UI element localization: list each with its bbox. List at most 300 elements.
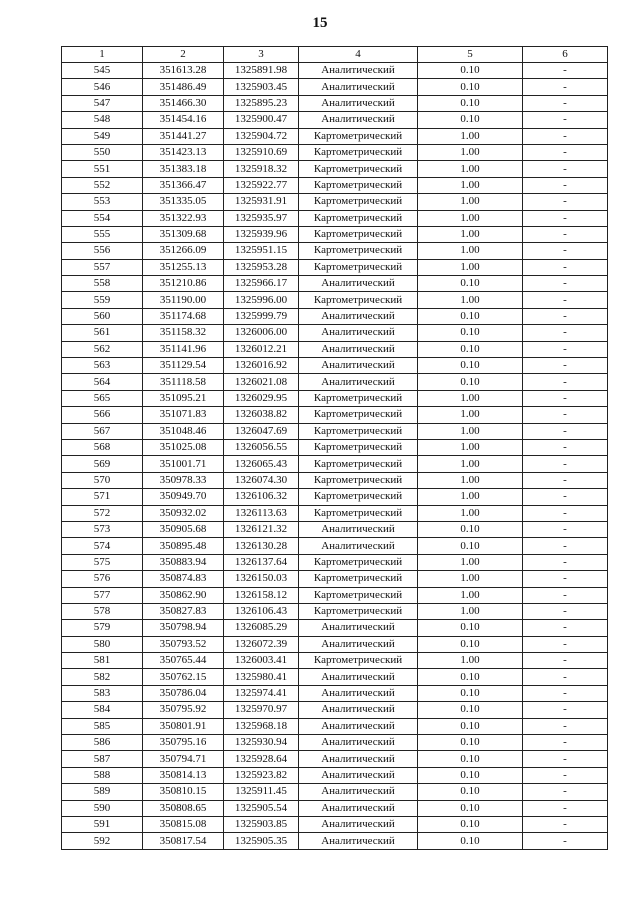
cell-x: 350932.02 bbox=[143, 505, 224, 521]
cell-point-number: 583 bbox=[62, 685, 143, 701]
cell-description: - bbox=[523, 751, 608, 767]
cell-accuracy: 0.10 bbox=[418, 767, 523, 783]
table-row bbox=[62, 767, 608, 783]
cell-method: Картометрический bbox=[299, 226, 418, 242]
cell-x: 351454.16 bbox=[143, 112, 224, 128]
cell-description: - bbox=[523, 79, 608, 95]
cell-method: Картометрический bbox=[299, 407, 418, 423]
cell-y: 1325935.97 bbox=[224, 210, 299, 226]
cell-accuracy: 1.00 bbox=[418, 177, 523, 193]
cell-y: 1325953.28 bbox=[224, 259, 299, 275]
cell-accuracy: 1.00 bbox=[418, 128, 523, 144]
cell-x: 350978.33 bbox=[143, 472, 224, 488]
cell-y: 1325930.94 bbox=[224, 735, 299, 751]
cell-point-number: 570 bbox=[62, 472, 143, 488]
cell-accuracy: 0.10 bbox=[418, 521, 523, 537]
cell-accuracy: 0.10 bbox=[418, 702, 523, 718]
table-row bbox=[62, 554, 608, 570]
cell-point-number: 590 bbox=[62, 800, 143, 816]
cell-accuracy: 1.00 bbox=[418, 390, 523, 406]
cell-x: 351141.96 bbox=[143, 341, 224, 357]
cell-y: 1325966.17 bbox=[224, 276, 299, 292]
table-row bbox=[62, 79, 608, 95]
table-header bbox=[62, 47, 608, 63]
cell-y: 1325903.85 bbox=[224, 816, 299, 832]
cell-x: 351366.47 bbox=[143, 177, 224, 193]
cell-point-number: 586 bbox=[62, 735, 143, 751]
cell-point-number: 565 bbox=[62, 390, 143, 406]
cell-description: - bbox=[523, 128, 608, 144]
cell-accuracy: 1.00 bbox=[418, 439, 523, 455]
cell-accuracy: 0.10 bbox=[418, 669, 523, 685]
cell-point-number: 568 bbox=[62, 439, 143, 455]
cell-description: - bbox=[523, 685, 608, 701]
table-row bbox=[62, 702, 608, 718]
cell-x: 350862.90 bbox=[143, 587, 224, 603]
cell-method: Аналитический bbox=[299, 718, 418, 734]
cell-y: 1325928.64 bbox=[224, 751, 299, 767]
cell-accuracy: 0.10 bbox=[418, 79, 523, 95]
cell-y: 1326121.32 bbox=[224, 521, 299, 537]
cell-point-number: 573 bbox=[62, 521, 143, 537]
cell-description: - bbox=[523, 784, 608, 800]
cell-y: 1325922.77 bbox=[224, 177, 299, 193]
cell-point-number: 566 bbox=[62, 407, 143, 423]
cell-accuracy: 0.10 bbox=[418, 636, 523, 652]
cell-method: Аналитический bbox=[299, 276, 418, 292]
cell-accuracy: 1.00 bbox=[418, 587, 523, 603]
cell-y: 1326137.64 bbox=[224, 554, 299, 570]
cell-y: 1325951.15 bbox=[224, 243, 299, 259]
cell-x: 351129.54 bbox=[143, 358, 224, 374]
cell-y: 1325939.96 bbox=[224, 226, 299, 242]
cell-x: 351210.86 bbox=[143, 276, 224, 292]
cell-x: 351309.68 bbox=[143, 226, 224, 242]
cell-description: - bbox=[523, 161, 608, 177]
header-cell-method: 4 bbox=[299, 47, 418, 63]
cell-y: 1325999.79 bbox=[224, 308, 299, 324]
cell-accuracy: 0.10 bbox=[418, 341, 523, 357]
cell-point-number: 581 bbox=[62, 653, 143, 669]
cell-x: 350798.94 bbox=[143, 620, 224, 636]
cell-accuracy: 1.00 bbox=[418, 554, 523, 570]
cell-y: 1325923.82 bbox=[224, 767, 299, 783]
cell-method: Аналитический bbox=[299, 702, 418, 718]
table-row bbox=[62, 751, 608, 767]
cell-point-number: 563 bbox=[62, 358, 143, 374]
cell-method: Аналитический bbox=[299, 816, 418, 832]
table-row bbox=[62, 718, 608, 734]
cell-description: - bbox=[523, 718, 608, 734]
table-row bbox=[62, 128, 608, 144]
cell-description: - bbox=[523, 833, 608, 849]
table-row bbox=[62, 407, 608, 423]
table-row bbox=[62, 505, 608, 521]
table-row bbox=[62, 63, 608, 79]
table-row bbox=[62, 112, 608, 128]
cell-y: 1326021.08 bbox=[224, 374, 299, 390]
cell-point-number: 580 bbox=[62, 636, 143, 652]
table-row bbox=[62, 358, 608, 374]
cell-y: 1326056.55 bbox=[224, 439, 299, 455]
cell-method: Картометрический bbox=[299, 243, 418, 259]
cell-description: - bbox=[523, 587, 608, 603]
cell-accuracy: 1.00 bbox=[418, 505, 523, 521]
cell-description: - bbox=[523, 800, 608, 816]
cell-method: Аналитический bbox=[299, 521, 418, 537]
cell-method: Аналитический bbox=[299, 735, 418, 751]
cell-method: Аналитический bbox=[299, 538, 418, 554]
cell-x: 350786.04 bbox=[143, 685, 224, 701]
cell-description: - bbox=[523, 816, 608, 832]
cell-x: 350815.08 bbox=[143, 816, 224, 832]
table-body bbox=[62, 63, 608, 850]
cell-method: Картометрический bbox=[299, 177, 418, 193]
cell-point-number: 569 bbox=[62, 456, 143, 472]
cell-description: - bbox=[523, 325, 608, 341]
cell-accuracy: 1.00 bbox=[418, 243, 523, 259]
cell-point-number: 552 bbox=[62, 177, 143, 193]
cell-method: Аналитический bbox=[299, 751, 418, 767]
cell-accuracy: 0.10 bbox=[418, 816, 523, 832]
cell-x: 351322.93 bbox=[143, 210, 224, 226]
cell-point-number: 546 bbox=[62, 79, 143, 95]
table-row bbox=[62, 603, 608, 619]
cell-x: 350793.52 bbox=[143, 636, 224, 652]
table-row bbox=[62, 423, 608, 439]
header-cell-x: 2 bbox=[143, 47, 224, 63]
cell-y: 1326003.41 bbox=[224, 653, 299, 669]
cell-description: - bbox=[523, 292, 608, 308]
cell-method: Картометрический bbox=[299, 390, 418, 406]
cell-description: - bbox=[523, 374, 608, 390]
cell-point-number: 558 bbox=[62, 276, 143, 292]
header-cell-point-number: 1 bbox=[62, 47, 143, 63]
cell-x: 350874.83 bbox=[143, 571, 224, 587]
cell-x: 350905.68 bbox=[143, 521, 224, 537]
cell-description: - bbox=[523, 423, 608, 439]
cell-method: Картометрический bbox=[299, 292, 418, 308]
cell-accuracy: 1.00 bbox=[418, 259, 523, 275]
cell-method: Картометрический bbox=[299, 587, 418, 603]
cell-accuracy: 1.00 bbox=[418, 407, 523, 423]
table-row bbox=[62, 833, 608, 849]
cell-point-number: 571 bbox=[62, 489, 143, 505]
cell-description: - bbox=[523, 603, 608, 619]
cell-point-number: 575 bbox=[62, 554, 143, 570]
cell-accuracy: 0.10 bbox=[418, 538, 523, 554]
table-row bbox=[62, 620, 608, 636]
cell-point-number: 579 bbox=[62, 620, 143, 636]
cell-method: Аналитический bbox=[299, 636, 418, 652]
cell-point-number: 589 bbox=[62, 784, 143, 800]
table-row bbox=[62, 538, 608, 554]
cell-description: - bbox=[523, 112, 608, 128]
cell-x: 351174.68 bbox=[143, 308, 224, 324]
cell-point-number: 591 bbox=[62, 816, 143, 832]
cell-point-number: 567 bbox=[62, 423, 143, 439]
cell-x: 350765.44 bbox=[143, 653, 224, 669]
cell-x: 350895.48 bbox=[143, 538, 224, 554]
cell-point-number: 585 bbox=[62, 718, 143, 734]
cell-method: Аналитический bbox=[299, 833, 418, 849]
header-row bbox=[62, 47, 608, 63]
cell-accuracy: 0.10 bbox=[418, 800, 523, 816]
table-row bbox=[62, 341, 608, 357]
cell-y: 1325974.41 bbox=[224, 685, 299, 701]
cell-description: - bbox=[523, 669, 608, 685]
cell-point-number: 592 bbox=[62, 833, 143, 849]
cell-y: 1326012.21 bbox=[224, 341, 299, 357]
cell-point-number: 553 bbox=[62, 194, 143, 210]
table-row bbox=[62, 439, 608, 455]
cell-description: - bbox=[523, 144, 608, 160]
header-cell-description: 6 bbox=[523, 47, 608, 63]
cell-x: 351335.05 bbox=[143, 194, 224, 210]
cell-description: - bbox=[523, 554, 608, 570]
cell-description: - bbox=[523, 571, 608, 587]
table-row bbox=[62, 210, 608, 226]
cell-x: 350795.92 bbox=[143, 702, 224, 718]
cell-method: Картометрический bbox=[299, 489, 418, 505]
cell-point-number: 557 bbox=[62, 259, 143, 275]
cell-x: 351071.83 bbox=[143, 407, 224, 423]
cell-accuracy: 0.10 bbox=[418, 718, 523, 734]
table-row bbox=[62, 292, 608, 308]
cell-point-number: 584 bbox=[62, 702, 143, 718]
cell-x: 351095.21 bbox=[143, 390, 224, 406]
cell-point-number: 577 bbox=[62, 587, 143, 603]
cell-description: - bbox=[523, 439, 608, 455]
cell-y: 1326038.82 bbox=[224, 407, 299, 423]
cell-x: 350801.91 bbox=[143, 718, 224, 734]
cell-accuracy: 0.10 bbox=[418, 374, 523, 390]
cell-x: 350949.70 bbox=[143, 489, 224, 505]
cell-x: 350883.94 bbox=[143, 554, 224, 570]
table-row bbox=[62, 669, 608, 685]
cell-accuracy: 1.00 bbox=[418, 653, 523, 669]
table-row bbox=[62, 800, 608, 816]
cell-method: Аналитический bbox=[299, 800, 418, 816]
cell-point-number: 578 bbox=[62, 603, 143, 619]
cell-y: 1325895.23 bbox=[224, 95, 299, 111]
cell-accuracy: 0.10 bbox=[418, 358, 523, 374]
cell-method: Картометрический bbox=[299, 505, 418, 521]
cell-description: - bbox=[523, 341, 608, 357]
cell-y: 1326016.92 bbox=[224, 358, 299, 374]
cell-accuracy: 1.00 bbox=[418, 194, 523, 210]
cell-accuracy: 0.10 bbox=[418, 833, 523, 849]
coordinates-table bbox=[61, 46, 608, 850]
cell-y: 1326150.03 bbox=[224, 571, 299, 587]
table-row bbox=[62, 472, 608, 488]
cell-accuracy: 1.00 bbox=[418, 210, 523, 226]
cell-point-number: 564 bbox=[62, 374, 143, 390]
cell-method: Аналитический bbox=[299, 325, 418, 341]
cell-accuracy: 1.00 bbox=[418, 423, 523, 439]
cell-x: 351613.28 bbox=[143, 63, 224, 79]
cell-accuracy: 1.00 bbox=[418, 161, 523, 177]
cell-description: - bbox=[523, 95, 608, 111]
cell-point-number: 562 bbox=[62, 341, 143, 357]
table-row bbox=[62, 259, 608, 275]
cell-point-number: 547 bbox=[62, 95, 143, 111]
cell-accuracy: 1.00 bbox=[418, 226, 523, 242]
cell-method: Аналитический bbox=[299, 620, 418, 636]
table-row bbox=[62, 325, 608, 341]
cell-description: - bbox=[523, 456, 608, 472]
cell-description: - bbox=[523, 472, 608, 488]
cell-point-number: 548 bbox=[62, 112, 143, 128]
cell-y: 1326130.28 bbox=[224, 538, 299, 554]
cell-accuracy: 0.10 bbox=[418, 685, 523, 701]
cell-x: 350810.15 bbox=[143, 784, 224, 800]
table-row bbox=[62, 784, 608, 800]
table-row bbox=[62, 636, 608, 652]
cell-description: - bbox=[523, 653, 608, 669]
cell-method: Аналитический bbox=[299, 63, 418, 79]
cell-description: - bbox=[523, 63, 608, 79]
table-row bbox=[62, 735, 608, 751]
cell-description: - bbox=[523, 767, 608, 783]
cell-accuracy: 0.10 bbox=[418, 276, 523, 292]
table-row bbox=[62, 587, 608, 603]
cell-x: 351255.13 bbox=[143, 259, 224, 275]
cell-accuracy: 0.10 bbox=[418, 751, 523, 767]
cell-method: Картометрический bbox=[299, 571, 418, 587]
cell-method: Картометрический bbox=[299, 554, 418, 570]
table-row bbox=[62, 816, 608, 832]
cell-accuracy: 0.10 bbox=[418, 95, 523, 111]
table-row bbox=[62, 243, 608, 259]
cell-method: Картометрический bbox=[299, 161, 418, 177]
cell-point-number: 556 bbox=[62, 243, 143, 259]
cell-method: Картометрический bbox=[299, 128, 418, 144]
cell-x: 351266.09 bbox=[143, 243, 224, 259]
cell-method: Аналитический bbox=[299, 784, 418, 800]
cell-method: Аналитический bbox=[299, 767, 418, 783]
cell-accuracy: 0.10 bbox=[418, 308, 523, 324]
cell-y: 1326047.69 bbox=[224, 423, 299, 439]
cell-accuracy: 0.10 bbox=[418, 63, 523, 79]
cell-method: Картометрический bbox=[299, 423, 418, 439]
cell-description: - bbox=[523, 702, 608, 718]
cell-point-number: 551 bbox=[62, 161, 143, 177]
table-row bbox=[62, 95, 608, 111]
cell-method: Аналитический bbox=[299, 112, 418, 128]
cell-accuracy: 1.00 bbox=[418, 603, 523, 619]
cell-x: 350817.54 bbox=[143, 833, 224, 849]
cell-point-number: 587 bbox=[62, 751, 143, 767]
table-row bbox=[62, 276, 608, 292]
cell-x: 350827.83 bbox=[143, 603, 224, 619]
cell-method: Картометрический bbox=[299, 439, 418, 455]
cell-description: - bbox=[523, 735, 608, 751]
cell-x: 351048.46 bbox=[143, 423, 224, 439]
cell-point-number: 560 bbox=[62, 308, 143, 324]
cell-x: 351025.08 bbox=[143, 439, 224, 455]
header-cell-accuracy: 5 bbox=[418, 47, 523, 63]
table-row bbox=[62, 226, 608, 242]
table-row bbox=[62, 489, 608, 505]
cell-point-number: 572 bbox=[62, 505, 143, 521]
cell-method: Аналитический bbox=[299, 341, 418, 357]
cell-accuracy: 1.00 bbox=[418, 292, 523, 308]
cell-x: 351001.71 bbox=[143, 456, 224, 472]
cell-point-number: 574 bbox=[62, 538, 143, 554]
table-row bbox=[62, 161, 608, 177]
cell-x: 350795.16 bbox=[143, 735, 224, 751]
cell-y: 1325900.47 bbox=[224, 112, 299, 128]
cell-y: 1325903.45 bbox=[224, 79, 299, 95]
cell-method: Аналитический bbox=[299, 374, 418, 390]
cell-x: 351423.13 bbox=[143, 144, 224, 160]
cell-description: - bbox=[523, 489, 608, 505]
header-cell-y: 3 bbox=[224, 47, 299, 63]
cell-x: 351466.30 bbox=[143, 95, 224, 111]
cell-y: 1325911.45 bbox=[224, 784, 299, 800]
cell-x: 351486.49 bbox=[143, 79, 224, 95]
cell-y: 1325996.00 bbox=[224, 292, 299, 308]
cell-y: 1325904.72 bbox=[224, 128, 299, 144]
cell-y: 1325968.18 bbox=[224, 718, 299, 734]
cell-accuracy: 1.00 bbox=[418, 144, 523, 160]
cell-point-number: 559 bbox=[62, 292, 143, 308]
cell-method: Картометрический bbox=[299, 210, 418, 226]
cell-y: 1325980.41 bbox=[224, 669, 299, 685]
cell-x: 350762.15 bbox=[143, 669, 224, 685]
cell-accuracy: 0.10 bbox=[418, 112, 523, 128]
table-row bbox=[62, 308, 608, 324]
table-row bbox=[62, 194, 608, 210]
cell-method: Картометрический bbox=[299, 603, 418, 619]
cell-y: 1326106.43 bbox=[224, 603, 299, 619]
cell-description: - bbox=[523, 505, 608, 521]
table-row bbox=[62, 144, 608, 160]
cell-point-number: 582 bbox=[62, 669, 143, 685]
cell-y: 1326072.39 bbox=[224, 636, 299, 652]
cell-y: 1326085.29 bbox=[224, 620, 299, 636]
cell-description: - bbox=[523, 308, 608, 324]
cell-description: - bbox=[523, 210, 608, 226]
cell-accuracy: 1.00 bbox=[418, 472, 523, 488]
cell-method: Аналитический bbox=[299, 358, 418, 374]
table-row bbox=[62, 685, 608, 701]
cell-point-number: 576 bbox=[62, 571, 143, 587]
cell-point-number: 561 bbox=[62, 325, 143, 341]
cell-y: 1325918.32 bbox=[224, 161, 299, 177]
cell-description: - bbox=[523, 636, 608, 652]
cell-x: 351190.00 bbox=[143, 292, 224, 308]
cell-description: - bbox=[523, 521, 608, 537]
cell-x: 351118.58 bbox=[143, 374, 224, 390]
cell-method: Аналитический bbox=[299, 79, 418, 95]
cell-description: - bbox=[523, 538, 608, 554]
cell-x: 350794.71 bbox=[143, 751, 224, 767]
table-row bbox=[62, 390, 608, 406]
cell-method: Картометрический bbox=[299, 456, 418, 472]
cell-point-number: 554 bbox=[62, 210, 143, 226]
cell-method: Аналитический bbox=[299, 95, 418, 111]
table-row bbox=[62, 177, 608, 193]
cell-x: 350808.65 bbox=[143, 800, 224, 816]
cell-method: Картометрический bbox=[299, 194, 418, 210]
cell-description: - bbox=[523, 259, 608, 275]
cell-description: - bbox=[523, 407, 608, 423]
table-row bbox=[62, 571, 608, 587]
cell-y: 1326074.30 bbox=[224, 472, 299, 488]
cell-accuracy: 1.00 bbox=[418, 456, 523, 472]
